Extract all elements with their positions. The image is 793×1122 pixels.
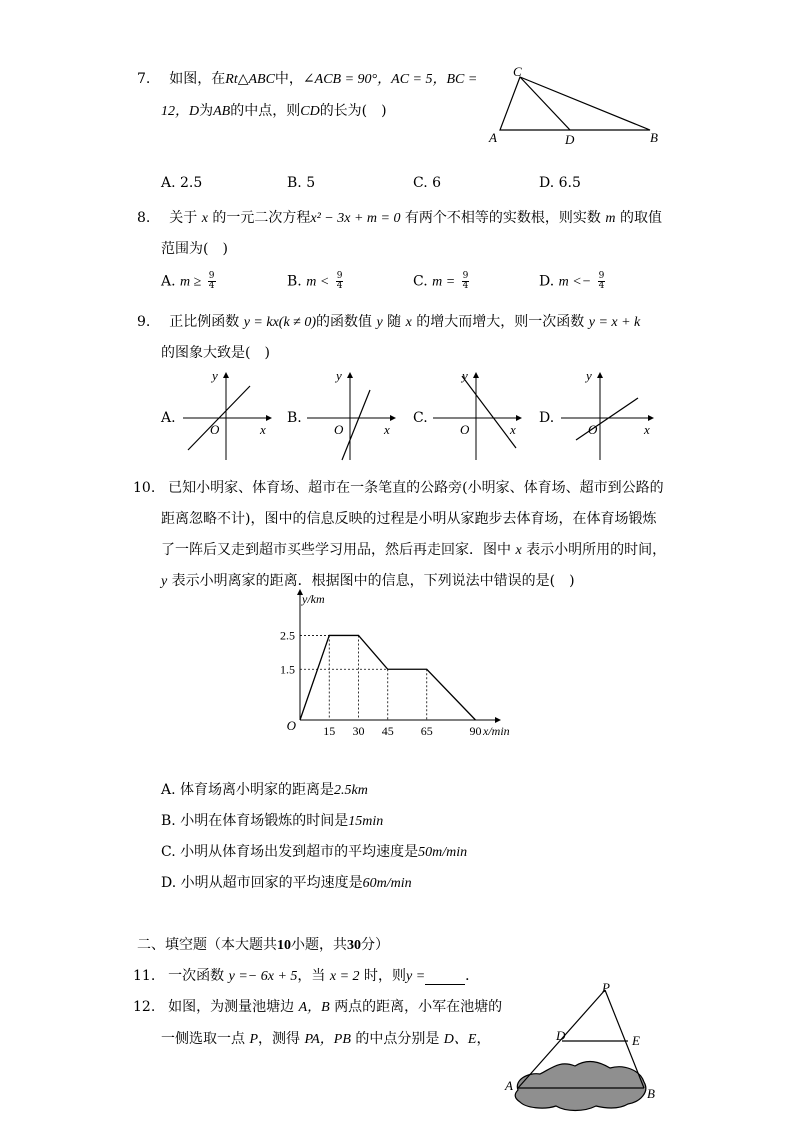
- graph-d-line: [576, 398, 638, 440]
- q7-number: 7.: [137, 71, 151, 87]
- graph-b-line: [342, 390, 370, 460]
- svg-text:O: O: [334, 422, 344, 437]
- q7-option-c[interactable]: C. 6: [413, 175, 442, 191]
- q10-option-d[interactable]: D. 小明从超市回家的平均速度是60m/min: [161, 875, 412, 891]
- svg-text:P: P: [602, 980, 610, 995]
- q9-graph-a[interactable]: [178, 368, 273, 463]
- q11-number: 11.: [133, 968, 156, 984]
- q10-line2: 距离忽略不计)，图中的信息反映的过程是小明从家跑步去体育场，在体育场锻炼: [161, 511, 657, 527]
- label-a: A: [489, 130, 497, 145]
- q9-graph-b[interactable]: [302, 368, 397, 463]
- q12-line1: 12. 如图，为测量池塘边 A，B 两点的距离，小军在池塘的: [133, 999, 503, 1015]
- median-cd: [520, 77, 570, 130]
- q10-option-b[interactable]: B. 小明在体育场锻炼的时间是15min: [161, 813, 384, 829]
- q7-option-b[interactable]: B. 5: [287, 175, 316, 191]
- q9-line2: 的图象大致是( ): [161, 345, 270, 361]
- q7-option-d[interactable]: D. 6.5: [539, 175, 581, 191]
- q12-number: 12.: [133, 999, 156, 1015]
- q11-line: 11. 一次函数 y =− 6x + 5，当 x = 2 时，则y = ．: [133, 968, 480, 984]
- q10-number: 10.: [133, 480, 156, 496]
- q8-option-c[interactable]: C. m = $\frac{9}{4}$: [413, 271, 469, 291]
- svg-text:y: y: [212, 368, 218, 383]
- q8-number: 8.: [137, 210, 151, 226]
- x-axis-label: x/min: [483, 724, 510, 738]
- svg-text:O: O: [460, 422, 470, 437]
- q10-distance-time-chart: [270, 585, 530, 745]
- q8-line1: 8. 关于 x 的一元二次方程x² − 3x + m = 0 有两个不相等的实数根，则实数 m 的取值: [137, 210, 662, 226]
- x-tick-label: 15: [323, 724, 336, 738]
- svg-text:x: x: [260, 422, 266, 437]
- origin-label: O: [286, 718, 296, 733]
- svg-text:y: y: [336, 368, 342, 383]
- q8-option-d[interactable]: D. m <− $\frac{9}{4}$: [539, 271, 605, 291]
- q10-line3: 了一阵后又走到超市买些学习用品，然后再走回家．图中 x 表示小明所用的时间，: [161, 542, 667, 558]
- q9-option-b[interactable]: B.: [287, 410, 302, 426]
- q9-option-d[interactable]: D.: [539, 410, 555, 426]
- q10-option-a[interactable]: A. 体育场离小明家的距离是2.5km: [161, 782, 368, 798]
- q8-option-b[interactable]: B. m < $\frac{9}{4}$: [287, 271, 343, 291]
- x-axis-arrow: [495, 717, 501, 723]
- q7-option-a[interactable]: A. 2.5: [161, 175, 203, 191]
- graph-c-line: [462, 376, 516, 448]
- q9-option-a[interactable]: A.: [161, 410, 176, 426]
- label-d: D: [565, 132, 575, 147]
- q8-line2: 范围为( ): [161, 241, 228, 257]
- svg-text:x: x: [644, 422, 650, 437]
- q7-line1: 7. 如图，在Rt△ABC中，∠ACB = 90°，AC = 5，BC =: [137, 71, 478, 87]
- y-tick-label: 1.5: [280, 662, 295, 677]
- q10-line1: 10. 已知小明家、体育场、超市在一条笔直的公路旁(小明家、体育场、超市到公路的: [133, 480, 664, 496]
- q11-answer-blank[interactable]: [425, 970, 465, 985]
- y-axis-label: y/km: [302, 592, 325, 606]
- y-tick-label: 2.5: [280, 628, 295, 643]
- x-tick-label: 30: [352, 724, 365, 738]
- x-tick-label: 65: [420, 724, 433, 738]
- label-c: C: [513, 64, 522, 79]
- q9-option-c[interactable]: C.: [413, 410, 428, 426]
- q12-pond-figure: [500, 980, 665, 1120]
- svg-text:O: O: [210, 422, 220, 437]
- q10-line4: y 表示小明离家的距离．根据图中的信息，下列说法中错误的是( ): [161, 573, 575, 589]
- svg-text:y: y: [586, 368, 592, 383]
- svg-text:E: E: [632, 1033, 640, 1048]
- section-2-heading: 二、填空题（本大题共10小题，共30分）: [137, 937, 389, 953]
- label-b: B: [650, 130, 658, 145]
- svg-text:A: A: [505, 1078, 513, 1093]
- q12-line2: 一侧选取一点 P，测得 PA，PB 的中点分别是 D、E，: [161, 1031, 491, 1047]
- svg-text:x: x: [510, 422, 516, 437]
- triangle-abc: [500, 77, 650, 130]
- q9-graph-d[interactable]: [556, 368, 656, 463]
- q7-triangle-figure: [485, 62, 665, 150]
- q9-line1: 9. 正比例函数 y = kx(k ≠ 0)的函数值 y 随 x 的增大而增大，则一次函数 y = x + k: [137, 314, 641, 330]
- svg-text:D: D: [556, 1028, 566, 1043]
- q7-line2: 12，D为AB的中点，则CD的长为( ): [161, 103, 387, 119]
- svg-text:y: y: [462, 368, 468, 383]
- q9-number: 9.: [137, 314, 151, 330]
- svg-text:O: O: [588, 422, 598, 437]
- x-tick-label: 90: [469, 724, 482, 738]
- q9-graph-c[interactable]: [428, 368, 523, 463]
- q8-option-a[interactable]: A. m ≥ $\frac{9}{4}$: [161, 271, 215, 291]
- x-tick-label: 45: [381, 724, 394, 738]
- q10-option-c[interactable]: C. 小明从体育场出发到超市的平均速度是50m/min: [161, 844, 468, 860]
- svg-text:B: B: [647, 1086, 655, 1101]
- svg-text:x: x: [384, 422, 390, 437]
